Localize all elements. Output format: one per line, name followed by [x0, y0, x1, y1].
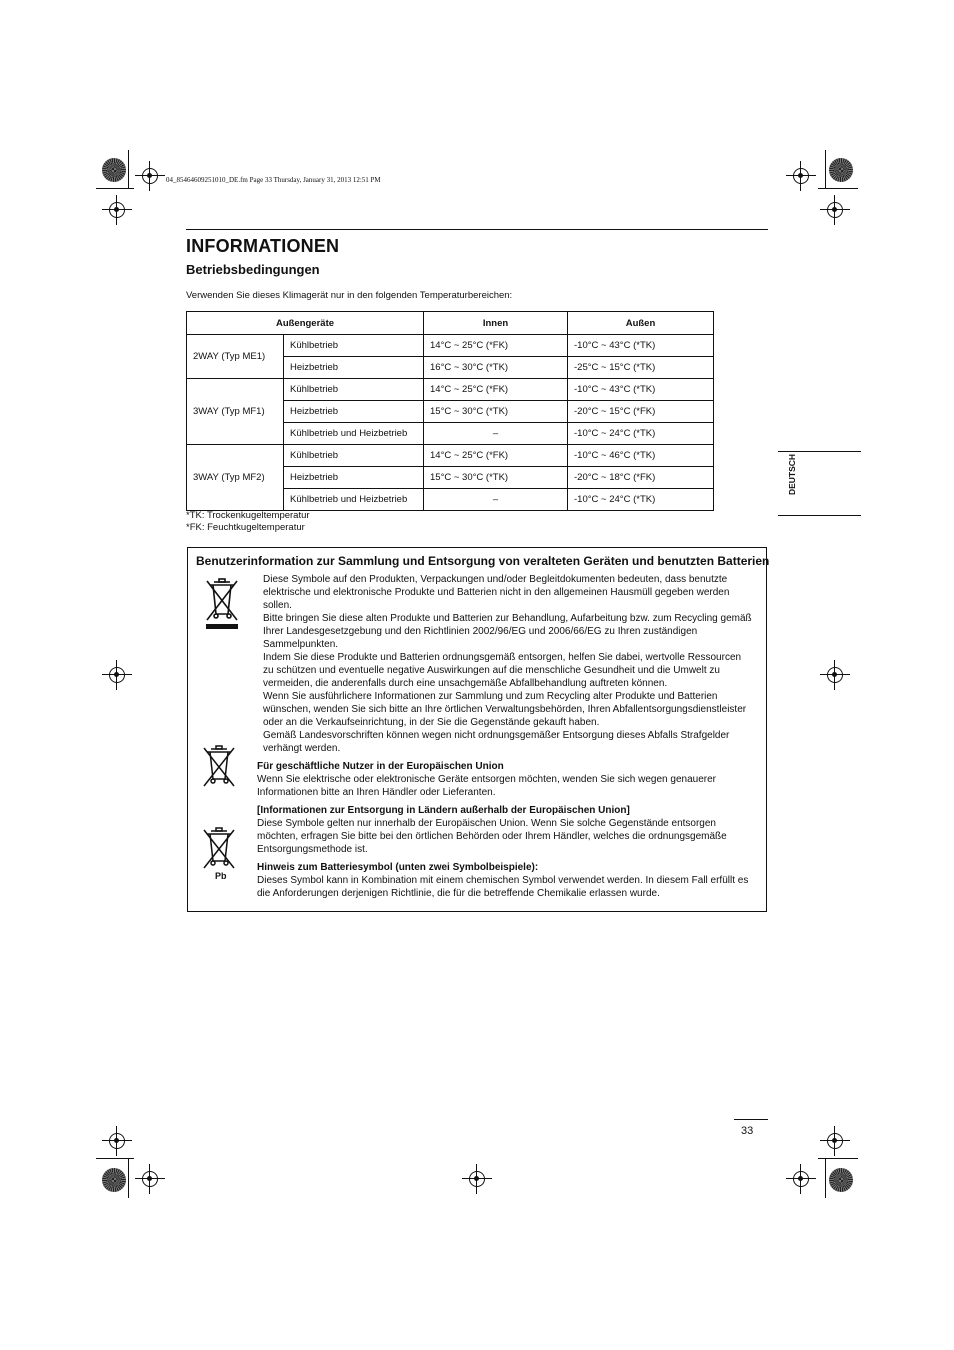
color-target-top-left: [102, 158, 126, 182]
registration-mark: [786, 1164, 816, 1194]
color-target-bottom-right: [829, 1168, 853, 1192]
battery-symbol-heading: Hinweis zum Batteriesymbol (unten zwei Symbolbeispiele):: [257, 862, 539, 873]
table-header-row: [187, 312, 714, 335]
registration-mark: [820, 660, 850, 690]
color-target-bottom-left: [102, 1168, 126, 1192]
indoor-cell: 14°C ~ 25°C (*FK): [424, 335, 568, 357]
language-tab-label: DEUTSCH: [787, 453, 797, 496]
temperature-table: [186, 311, 714, 511]
outdoor-cell: -20°C ~ 18°C (*FK): [568, 467, 714, 489]
model-cell: 2WAY (Typ ME1): [187, 335, 284, 379]
table-row: [187, 379, 714, 401]
outdoor-cell: -10°C ~ 24°C (*TK): [568, 423, 714, 445]
top-rule: [186, 229, 768, 230]
mode-cell: Heizbetrieb: [284, 467, 424, 489]
intro-text: Verwenden Sie dieses Klimagerät nur in den folgenden Temperaturbereichen:: [186, 290, 513, 301]
color-target-top-right: [829, 158, 853, 182]
indoor-cell: 14°C ~ 25°C (*FK): [424, 379, 568, 401]
header-outdoor-units: Außengeräte: [187, 312, 424, 335]
info-paragraph: Wenn Sie elektrische oder elektronische Geräte entsorgen möchten, wenden Sie sich wegen genauerer Informationen bitte an Ihren Händler oder Lieferanten.: [257, 774, 716, 798]
crossed-bin-icon: [200, 744, 238, 790]
box-title: Benutzerinformation zur Sammlung und Entsorgung von veralteten Geräten und benutzten Batterien: [196, 554, 770, 568]
page-number-rule: [734, 1119, 768, 1120]
mode-cell: Kühlbetrieb: [284, 335, 424, 357]
crossed-bin-icon: [200, 826, 238, 872]
registration-mark: [786, 161, 816, 191]
indoor-cell: –: [424, 489, 568, 511]
info-paragraph: Bitte bringen Sie diese alten Produkte und Batterien zur Behandlung, Aufarbeitung bzw. zum Recycling gemäß Ihrer Landesgesetzgebung und den Richtlinien 2002/96/EG und 2006/66/EG zu Ihren zuständigen Sammelpunkten.: [263, 613, 752, 650]
indoor-cell: 16°C ~ 30°C (*TK): [424, 357, 568, 379]
outdoor-cell: -25°C ~ 15°C (*TK): [568, 357, 714, 379]
info-paragraph: Wenn Sie ausführlichere Informationen zur Sammlung und zum Recycling alter Produkte und Batterien wünschen, wenden Sie sich bitte an Ihre örtlichen Verwaltungsbehörden, Ihren Abfallentsorgungsdienstleister oder an die Verkaufseinrichtung, in der Sie die Gegenstände gekauft haben.: [263, 691, 747, 728]
page-number: 33: [741, 1125, 754, 1137]
mode-cell: Heizbetrieb: [284, 401, 424, 423]
outdoor-cell: -20°C ~ 15°C (*FK): [568, 401, 714, 423]
section-title: Betriebsbedingungen: [186, 262, 320, 277]
header-indoor: Innen: [424, 312, 568, 335]
indoor-cell: 15°C ~ 30°C (*TK): [424, 467, 568, 489]
registration-mark: [820, 195, 850, 225]
business-users-heading: Für geschäftliche Nutzer in der Europäischen Union: [257, 761, 504, 772]
non-eu-heading: [Informationen zur Entsorgung in Ländern außerhalb der Europäischen Union]: [257, 805, 630, 816]
info-paragraph: Gemäß Landesvorschriften können wegen nicht ordnungsgemäßer Entsorgung dieses Abfalls Strafgelder verhängt werden.: [263, 730, 730, 754]
outdoor-cell: -10°C ~ 46°C (*TK): [568, 445, 714, 467]
registration-mark: [102, 1126, 132, 1156]
model-cell: 3WAY (Typ MF2): [187, 445, 284, 511]
registration-mark: [102, 660, 132, 690]
mode-cell: Kühlbetrieb: [284, 379, 424, 401]
disposal-info-box: [187, 547, 770, 912]
registration-mark: [102, 195, 132, 225]
outdoor-cell: -10°C ~ 24°C (*TK): [568, 489, 714, 511]
language-tab: [778, 451, 861, 516]
header-outdoor: Außen: [568, 312, 714, 335]
registration-mark: [820, 1126, 850, 1156]
mode-cell: Kühlbetrieb: [284, 445, 424, 467]
mode-cell: Kühlbetrieb und Heizbetrieb: [284, 489, 424, 511]
pb-label: Pb: [215, 871, 227, 881]
mode-cell: Heizbetrieb: [284, 357, 424, 379]
mode-cell: Kühlbetrieb und Heizbetrieb: [284, 423, 424, 445]
indoor-cell: –: [424, 423, 568, 445]
table-row: [187, 335, 714, 357]
info-paragraph: Indem Sie diese Produkte und Batterien ordnungsgemäß entsorgen, helfen Sie dabei, wertvolle Ressourcen zu schützen und eventuelle negative Auswirkungen auf die menschliche Gesundheit und die Umwelt zu vermeiden, die anderenfalls durch eine unsachgemäße Abfallbehandlung auftreten können.: [263, 652, 742, 689]
outdoor-cell: -10°C ~ 43°C (*TK): [568, 379, 714, 401]
model-cell: 3WAY (Typ MF1): [187, 379, 284, 445]
file-header: 04_85464609251010_DE.fm Page 33 Thursday, January 31, 2013 12:51 PM: [166, 176, 381, 184]
registration-mark: [135, 1164, 165, 1194]
registration-mark: [135, 161, 165, 191]
indoor-cell: 14°C ~ 25°C (*FK): [424, 445, 568, 467]
page-title: INFORMATIONEN: [186, 236, 340, 256]
crossed-bin-icon: [202, 576, 242, 632]
info-paragraph: Dieses Symbol kann in Kombination mit einem chemischen Symbol verwendet werden. In diesem Fall erfüllt es die Anforderungen derjenigen Richtlinie, die für die betreffende Chemikalie erlassen wurde.: [257, 875, 749, 899]
table-row: [187, 445, 714, 467]
footnote-tk: *TK: Trockenkugeltemperatur: [186, 510, 310, 521]
info-paragraph: Diese Symbole auf den Produkten, Verpackungen und/oder Begleitdokumenten bedeuten, dass benutzte elektrische und elektronische Produkte und Batterien nicht in den allgemeinen Hausmüll gegeben werden sollen.: [263, 574, 730, 611]
indoor-cell: 15°C ~ 30°C (*TK): [424, 401, 568, 423]
outdoor-cell: -10°C ~ 43°C (*TK): [568, 335, 714, 357]
registration-mark: [462, 1164, 492, 1194]
info-paragraph: Diese Symbole gelten nur innerhalb der Europäischen Union. Wenn Sie solche Gegenstände entsorgen möchten, erfragen Sie bitte bei den örtlichen Behörden oder Ihrem Händler, welches die ordnungsgemäße Entsorgungsmethode ist.: [257, 818, 727, 855]
footnote-fk: *FK: Feuchtkugeltemperatur: [186, 522, 305, 533]
